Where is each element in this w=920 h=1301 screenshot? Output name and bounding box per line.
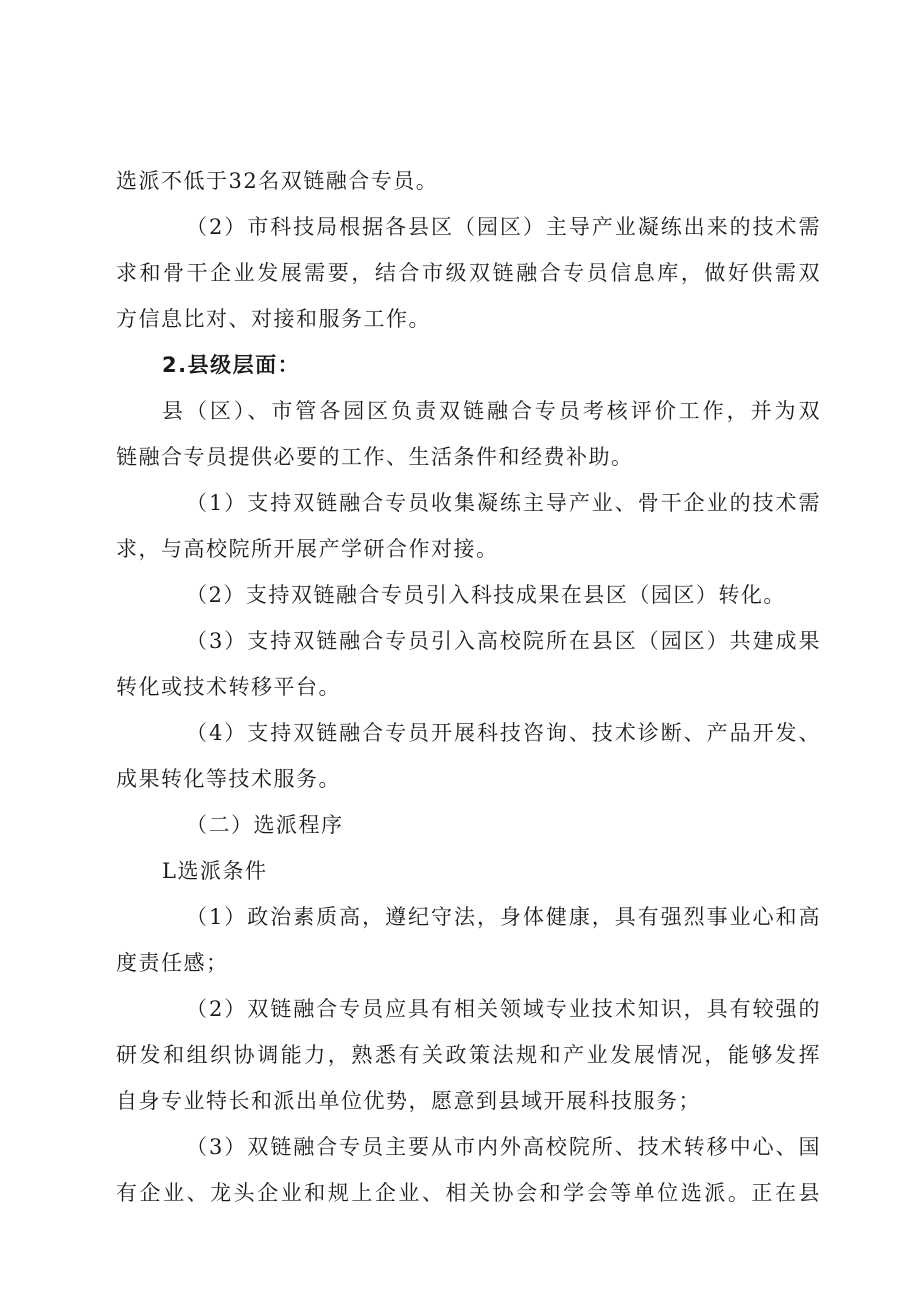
- paragraph-line: 研发和组织协调能力，熟悉有关政策法规和产业发展情况，能够发挥: [116, 1043, 821, 1067]
- paragraph-line: （2）市科技局根据各县区（园区）主导产业凝练出来的技术需: [186, 215, 821, 239]
- section-heading: L选派条件: [162, 859, 268, 883]
- paragraph-line: （1）政治素质高，遵纪守法，身体健康，具有强烈事业心和高: [186, 905, 821, 929]
- paragraph-line: （2）支持双链融合专员引入科技成果在县区（园区）转化。: [186, 583, 786, 607]
- paragraph-line: 有企业、龙头企业和规上企业、相关协会和学会等单位选派。正在县: [116, 1181, 821, 1205]
- section-heading: （二）选派程序: [186, 813, 344, 837]
- paragraph-line: （1）支持双链融合专员收集凝练主导产业、骨干企业的技术需: [186, 491, 821, 515]
- paragraph-line: 成果转化等技术服务。: [116, 767, 341, 791]
- paragraph-line: 选派不低于32名双链融合专员。: [116, 169, 439, 193]
- paragraph-line: （4）支持双链融合专员开展科技咨询、技术诊断、产品开发、: [186, 721, 821, 745]
- paragraph-line: 链融合专员提供必要的工作、生活条件和经费补助。: [116, 445, 634, 469]
- paragraph-line: （2）双链融合专员应具有相关领域专业技术知识，具有较强的: [186, 997, 821, 1021]
- paragraph-line: 度责任感；: [116, 951, 229, 975]
- paragraph-line: （3）支持双链融合专员引入高校院所在县区（园区）共建成果: [186, 629, 821, 653]
- paragraph-line: 方信息比对、对接和服务工作。: [116, 307, 431, 331]
- paragraph-line: 求和骨干企业发展需要，结合市级双链融合专员信息库，做好供需双: [116, 261, 821, 285]
- section-heading: 2.县级层面：: [162, 353, 301, 377]
- paragraph-line: 转化或技术转移平台。: [116, 675, 341, 699]
- document-body: [116, 158, 821, 1216]
- paragraph-line: 县（区）、市管各园区负责双链融合专员考核评价工作，并为双: [162, 399, 821, 423]
- paragraph-line: 求，与高校院所开展产学研合作对接。: [116, 537, 499, 561]
- paragraph-line: 自身专业特长和派出单位优势，愿意到县域开展科技服务；: [116, 1089, 701, 1113]
- paragraph-line: （3）双链融合专员主要从市内外高校院所、技术转移中心、国: [186, 1135, 821, 1159]
